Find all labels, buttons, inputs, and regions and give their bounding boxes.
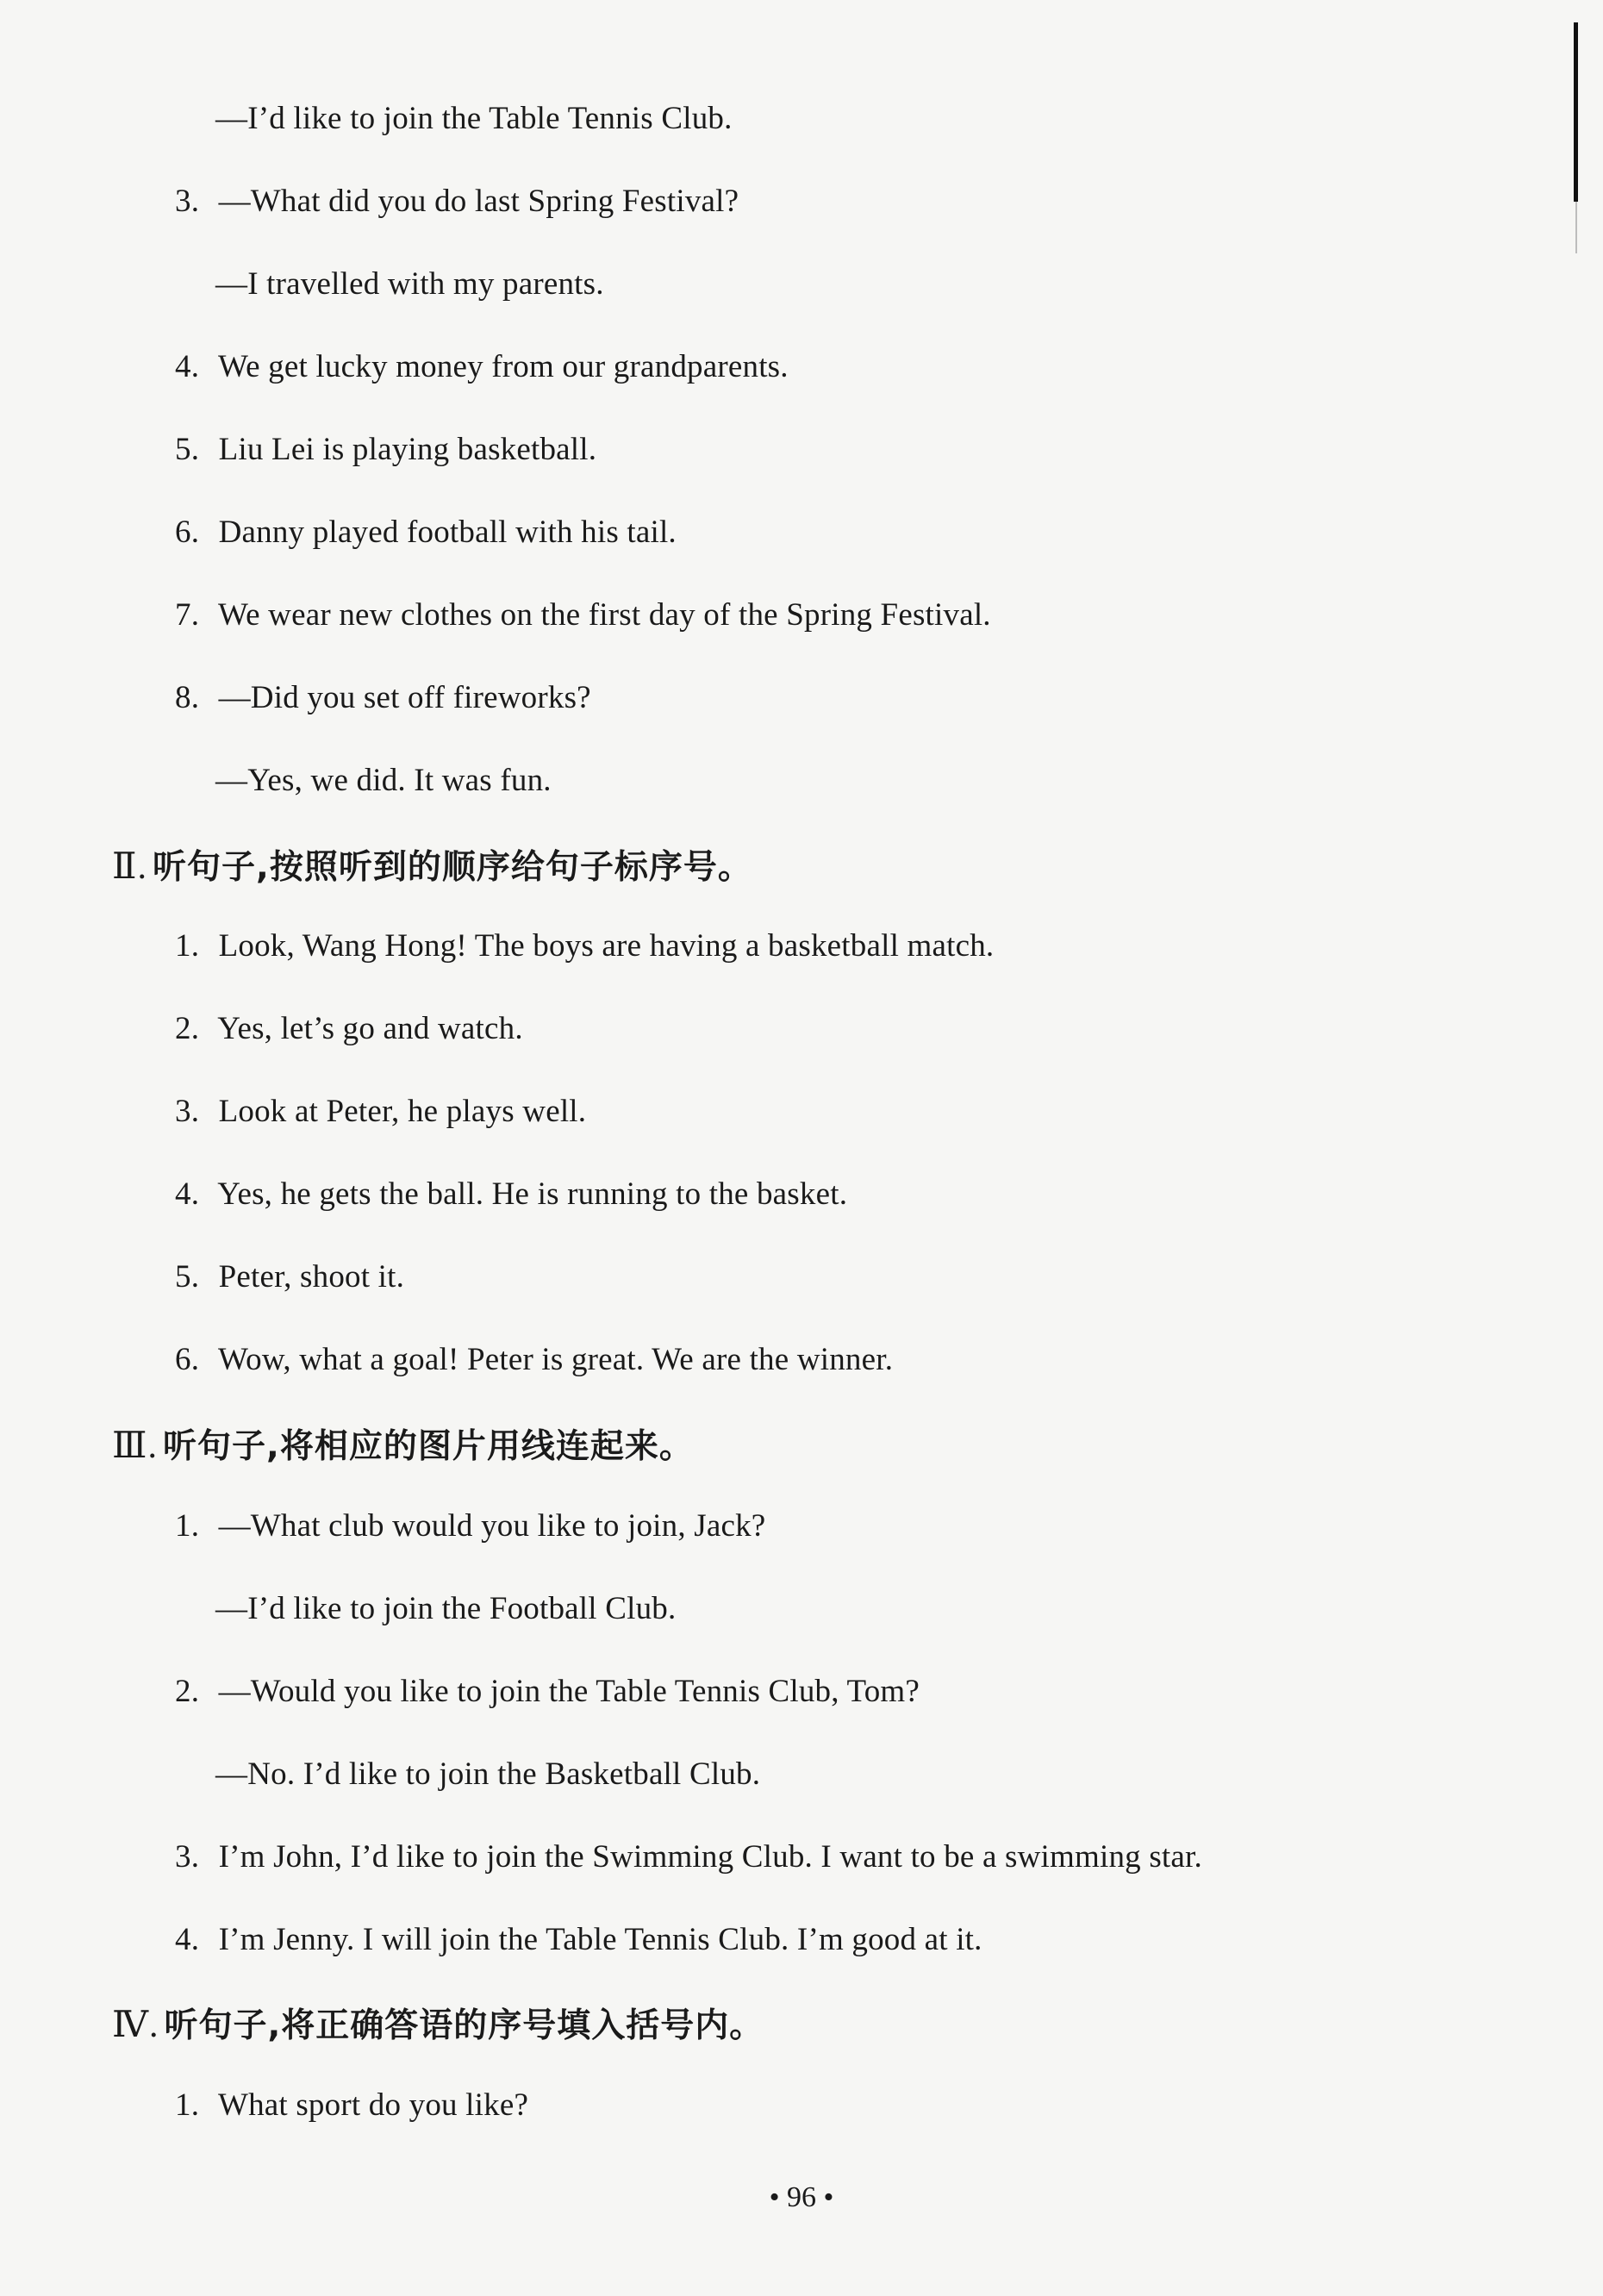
- line-text: Yes, let’s go and watch.: [217, 1011, 523, 1046]
- list-item: [175, 1341, 893, 1379]
- list-item: [175, 1921, 982, 1959]
- item-number: 1.: [175, 2087, 200, 2123]
- page-edge-mark-faint: [1575, 202, 1577, 253]
- item-number: 3.: [175, 1094, 200, 1129]
- list-item: [175, 431, 596, 469]
- line-text: Wow, what a goal! Peter is great. We are the winner.: [217, 1342, 894, 1377]
- line-text: Liu Lei is playing basketball.: [218, 432, 597, 467]
- item-number: 3.: [175, 184, 200, 219]
- list-item: [175, 1176, 847, 1214]
- list-item: [175, 514, 677, 552]
- line-text: —No. I’d like to join the Basketball Club.: [215, 1756, 761, 1792]
- item-number: 3.: [175, 1839, 200, 1875]
- dialogue-line: [215, 100, 733, 138]
- list-item: [175, 1838, 1202, 1876]
- item-number: 6.: [175, 515, 200, 550]
- list-item: [175, 183, 739, 221]
- section-heading: [112, 846, 752, 889]
- line-text: Peter, shoot it.: [218, 1259, 405, 1295]
- line-text: Danny played football with his tail.: [218, 515, 677, 550]
- item-number: 2.: [175, 1674, 200, 1709]
- section-heading: [112, 1426, 694, 1468]
- section-numeral: Ⅲ.: [112, 1426, 159, 1466]
- list-item: [175, 1258, 404, 1296]
- list-item: [175, 1010, 523, 1048]
- page-edge-mark: [1574, 22, 1578, 202]
- list-item: [175, 1673, 920, 1711]
- item-number: 4.: [175, 1922, 200, 1957]
- line-text: —I’d like to join the Table Tennis Club.: [215, 101, 733, 136]
- line-text: I’m John, I’d like to join the Swimming Club. I want to be a swimming star.: [218, 1839, 1202, 1875]
- dialogue-line: [215, 1756, 760, 1794]
- line-text: Yes, he gets the ball. He is running to the basket.: [217, 1176, 848, 1212]
- section-heading: [112, 2005, 764, 2047]
- list-item: [175, 1507, 765, 1545]
- item-number: 2.: [175, 1011, 200, 1046]
- line-text: —Would you like to join the Table Tennis Club, Tom?: [218, 1674, 920, 1709]
- line-text: —Did you set off fireworks?: [218, 680, 591, 715]
- section-title: 听句子,按照听到的顺序给句子标序号。: [153, 848, 752, 887]
- line-text: —Yes, we did. It was fun.: [215, 763, 552, 798]
- list-item: [175, 348, 789, 386]
- item-number: 1.: [175, 928, 200, 964]
- dialogue-line: [215, 762, 552, 800]
- item-number: 8.: [175, 680, 200, 715]
- item-number: 5.: [175, 1259, 200, 1295]
- line-text: —What did you do last Spring Festival?: [218, 184, 739, 219]
- list-item: [175, 679, 591, 717]
- line-text: What sport do you like?: [217, 2087, 529, 2123]
- dialogue-line: [215, 265, 604, 303]
- line-text: I’m Jenny. I will join the Table Tennis Club. I’m good at it.: [218, 1922, 982, 1957]
- line-text: We get lucky money from our grandparents.: [217, 349, 789, 384]
- line-text: Look at Peter, he plays well.: [218, 1094, 587, 1129]
- section-title: 听句子,将正确答语的序号填入括号内。: [164, 2006, 764, 2045]
- section-title: 听句子,将相应的图片用线连起来。: [163, 1427, 694, 1466]
- dialogue-line: [215, 1590, 676, 1628]
- line-text: —I travelled with my parents.: [215, 266, 604, 302]
- item-number: 4.: [175, 349, 200, 384]
- item-number: 7.: [175, 597, 200, 633]
- item-number: 1.: [175, 1508, 200, 1544]
- list-item: [175, 1093, 586, 1131]
- line-text: —What club would you like to join, Jack?: [218, 1508, 766, 1544]
- line-text: —I’d like to join the Football Club.: [215, 1591, 677, 1626]
- item-number: 6.: [175, 1342, 200, 1377]
- item-number: 5.: [175, 432, 200, 467]
- list-item: [175, 927, 994, 965]
- page-number: • 96 •: [769, 2181, 834, 2213]
- section-numeral: Ⅱ.: [112, 847, 148, 887]
- line-text: Look, Wang Hong! The boys are having a basketball match.: [218, 928, 995, 964]
- list-item: [175, 2087, 528, 2124]
- list-item: [175, 596, 991, 634]
- section-numeral: Ⅳ.: [112, 2006, 159, 2045]
- item-number: 4.: [175, 1176, 200, 1212]
- line-text: We wear new clothes on the first day of the Spring Festival.: [217, 597, 991, 633]
